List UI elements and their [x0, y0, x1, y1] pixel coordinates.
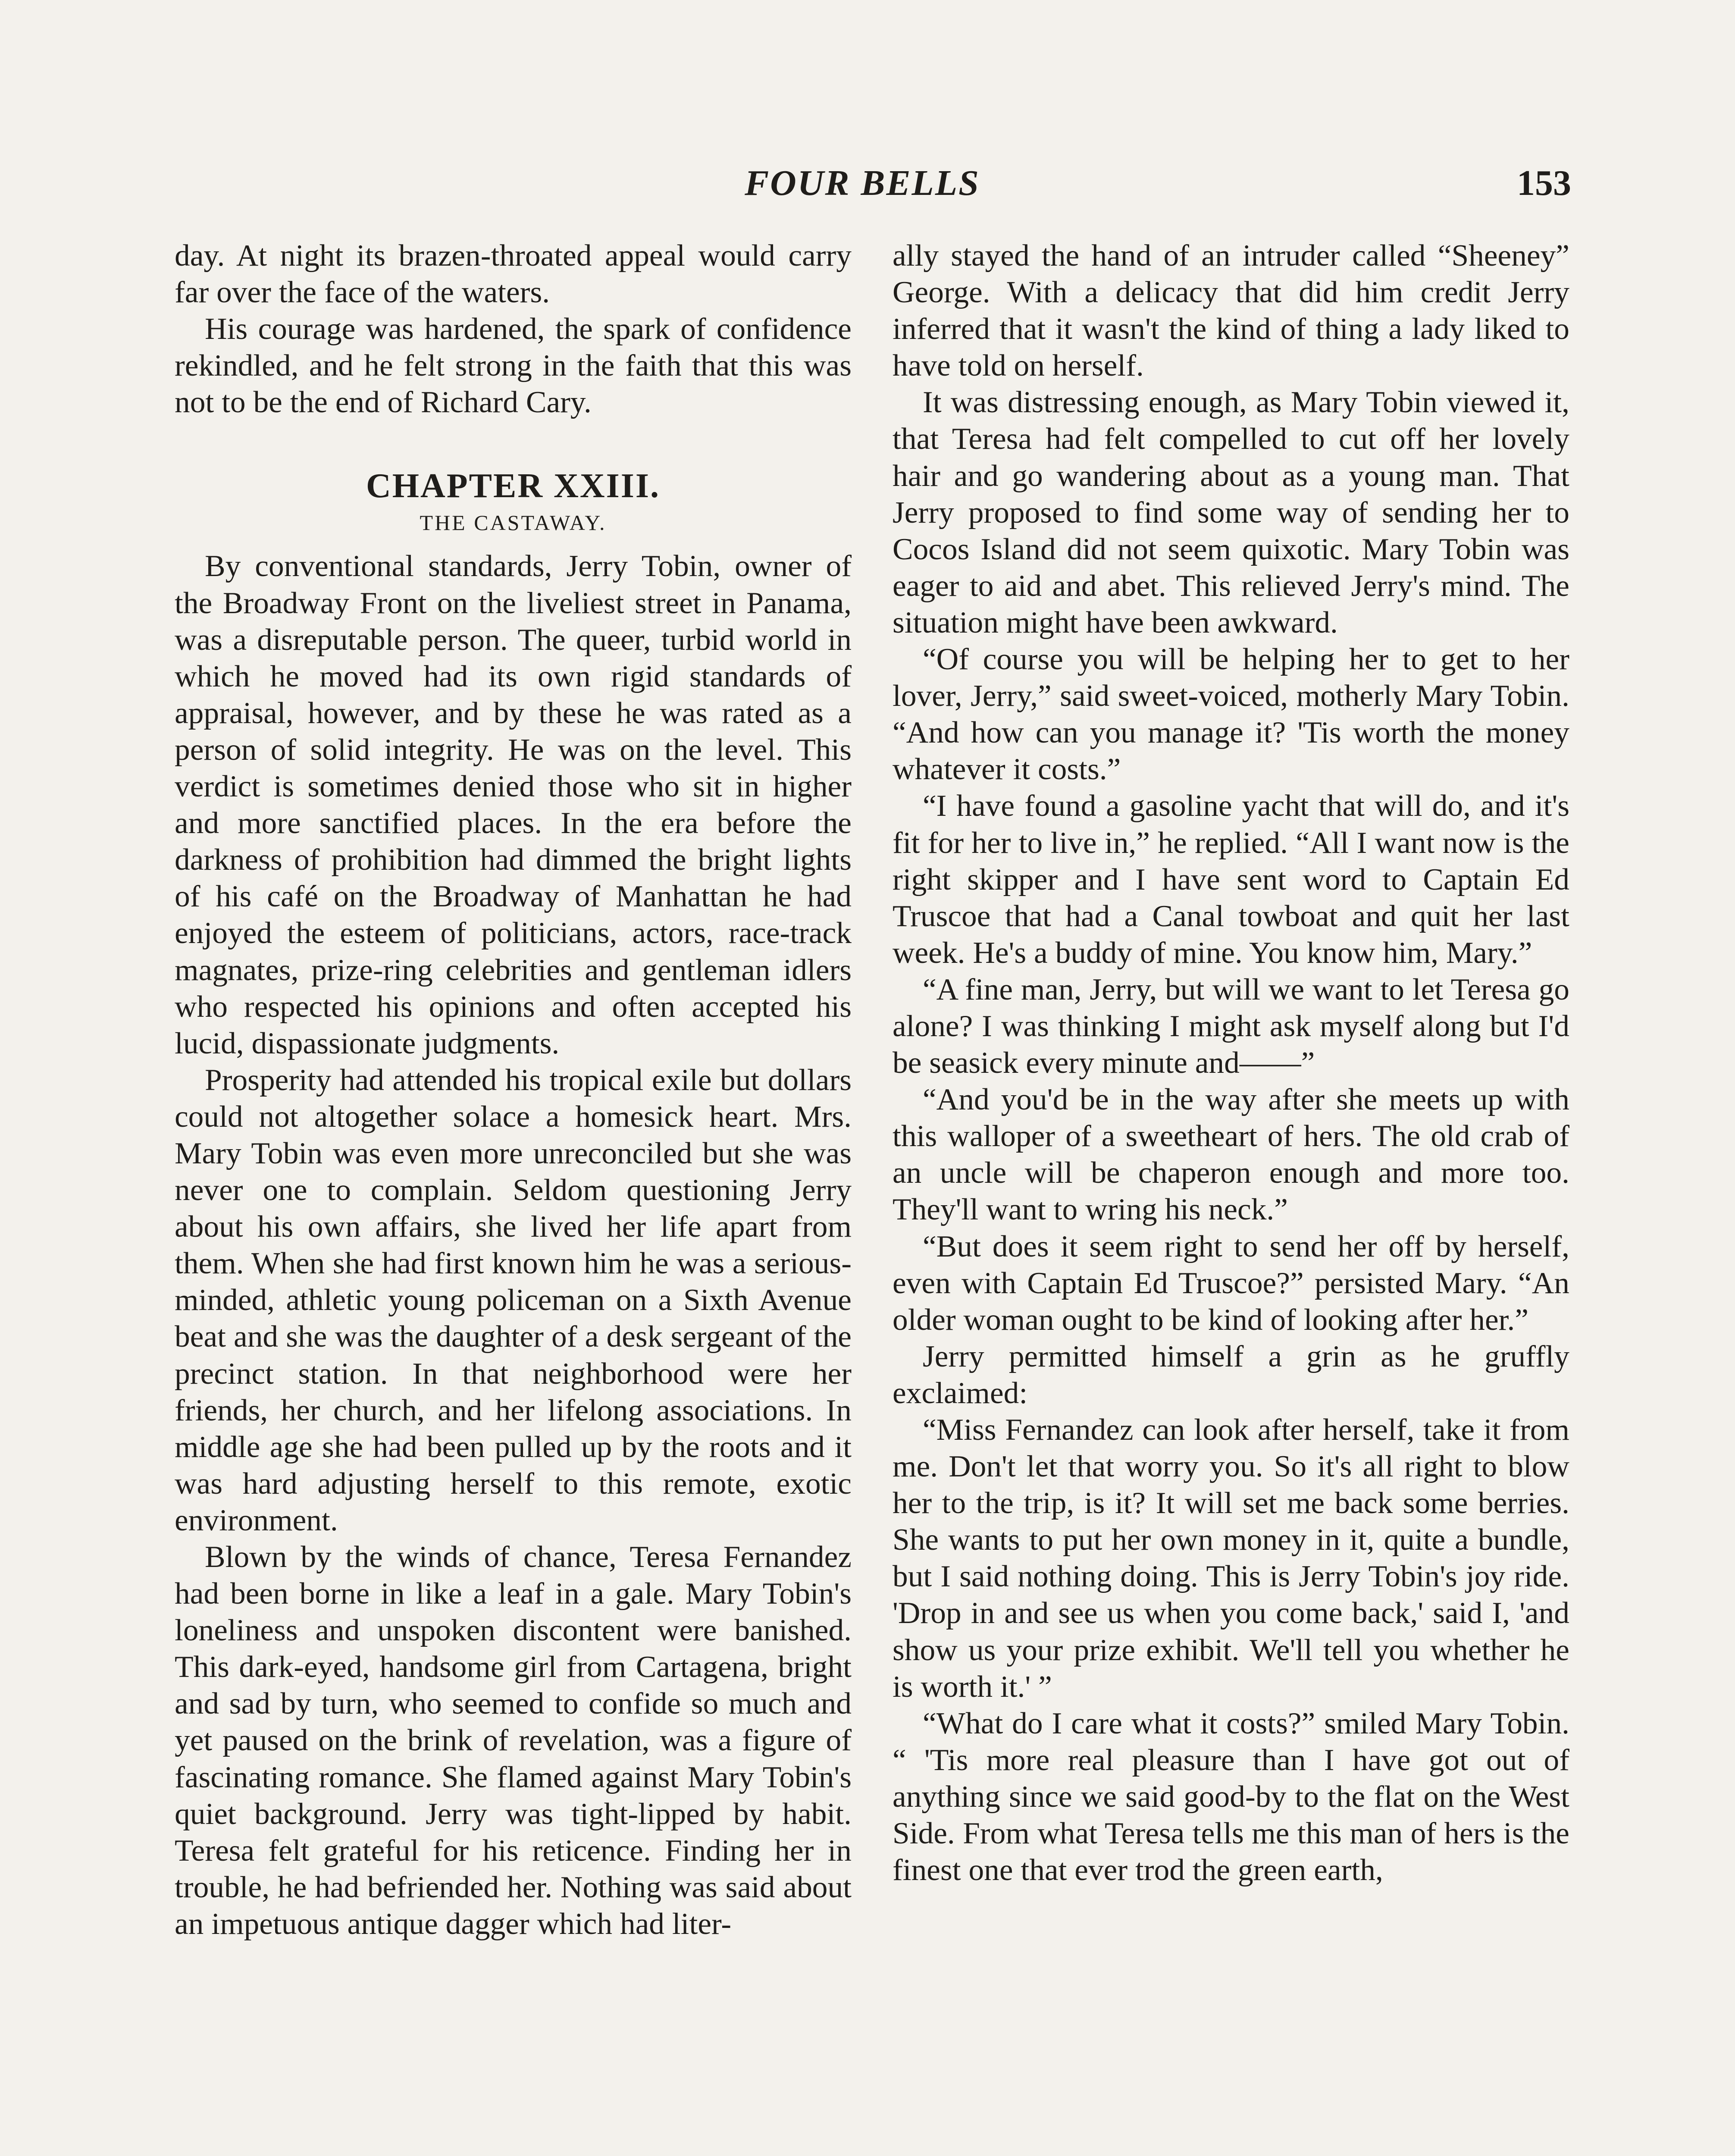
paragraph: “A fine man, Jerry, but will we want to let Teresa go alone? I was thinking I might ask myself along but I'd be seasick every minute and——” — [893, 972, 1569, 1080]
paragraph: “What do I care what it costs?” smiled Mary Tobin. “ 'Tis more real pleasure than I have got out of anything since we said good-by to the flat on the West Side. From what Teresa tells me this man of hers is the finest one that ever trod the green earth, — [893, 1706, 1569, 1887]
paragraph: ally stayed the hand of an intruder called “Sheeney” George. With a delicacy that did him credit Jerry inferred that it wasn't the kind of thing a lady liked to have told on herself. — [893, 238, 1569, 383]
paragraph: “I have found a gasoline yacht that will do, and it's fit for her to live in,” he replied. “All I want now is the right skipper and I have sent word to Captain Ed Truscoe that had a Canal towboat and quit her last week. He's a buddy of mine. You know him, Mary.” — [893, 789, 1569, 970]
paragraph: By conventional standards, Jerry Tobin, owner of the Broadway Front on the liveliest street in Panama, was a disreputable person. The queer, turbid world in which he moved had its own rigid standards of appraisal, however, and by these he was rated as a person of solid integrity. He was on the level. This verdict is sometimes denied those who sit in higher and more sanctified places. In the era before the darkness of prohibition had dimmed the bright lights of his café on the Broadway of Manhattan he had enjoyed the esteem of politicians, actors, race-track magnates, prize-ring celebrities and gentleman idlers who respected his opinions and often accepted his lucid, dispassionate judgments. — [175, 549, 852, 1060]
paragraph: “But does it seem right to send her off by herself, even with Captain Ed Truscoe?” persisted Mary. “An older woman ought to be kind of looking after her.” — [893, 1229, 1569, 1337]
paragraph: “Of course you will be helping her to get to her lover, Jerry,” said sweet-voiced, motherly Mary Tobin. “And how can you manage it? 'Tis worth the money whatever it costs.” — [893, 642, 1569, 787]
paragraph: “And you'd be in the way after she meets up with this walloper of a sweetheart of hers. The old crab of an uncle will be chaperon enough and more too. They'll want to wring his neck.” — [893, 1082, 1569, 1227]
left-column — [175, 237, 852, 2156]
paragraph: “Miss Fernandez can look after herself, take it from me. Don't let that worry you. So it's all right to blow her to the trip, is it? It will set me back some berries. She wants to put her own money in it, quite a bundle, but I said nothing doing. This is Jerry Tobin's joy ride. 'Drop in and see us when you come back,' said I, 'and show us your prize exhibit. We'll tell you whether he is worth it.' ” — [893, 1413, 1569, 1704]
running-title: FOUR BELLS — [745, 163, 980, 203]
chapter-title: CHAPTER XXIII. — [366, 467, 661, 505]
paragraph: His courage was hardened, the spark of confidence rekindled, and he felt strong in the faith that this was not to be the end of Richard Cary. — [175, 312, 852, 420]
paragraph: It was distressing enough, as Mary Tobin viewed it, that Teresa had felt compelled to cut off her lovely hair and go wandering about as a young man. That Jerry proposed to find some way of sending her to Cocos Island did not seem quixotic. Mary Tobin was eager to aid and abet. This relieved Jerry's mind. The situation might have been awkward. — [893, 385, 1569, 639]
right-column — [893, 237, 1569, 2156]
running-head — [0, 160, 1735, 211]
chapter-subtitle: THE CASTAWAY. — [420, 511, 607, 535]
page-number: 153 — [1517, 163, 1571, 203]
paragraph: Blown by the winds of chance, Teresa Fernandez had been borne in like a leaf in a gale. Mary Tobin's loneliness and unspoken discontent were banished. This dark-eyed, handsome girl from Cartagena, bright and sad by turn, who seemed to confide so much and yet paused on the brink of revelation, was a figure of fascinating romance. She flamed against Mary Tobin's quiet background. Jerry was tight-lipped by habit. Teresa felt grateful for his reticence. Finding her in trouble, he had befriended her. Nothing was said about an impetuous antique dagger which had liter- — [175, 1540, 852, 1941]
paragraph: Prosperity had attended his tropical exile but dollars could not altogether solace a homesick heart. Mrs. Mary Tobin was even more unreconciled but she was never one to complain. Seldom questioning Jerry about his own affairs, she lived her life apart from them. When she had first known him he was a serious-minded, athletic young policeman on a Sixth Avenue beat and she was the daughter of a desk sergeant of the precinct station. In that neighborhood were her friends, her church, and her lifelong associations. In middle age she had been pulled up by the roots and it was hard adjusting herself to this remote, exotic environment. — [175, 1062, 852, 1537]
paragraph: day. At night its brazen-throated appeal would carry far over the face of the waters. — [175, 238, 852, 310]
paragraph: Jerry permitted himself a grin as he gruffly exclaimed: — [893, 1339, 1569, 1410]
